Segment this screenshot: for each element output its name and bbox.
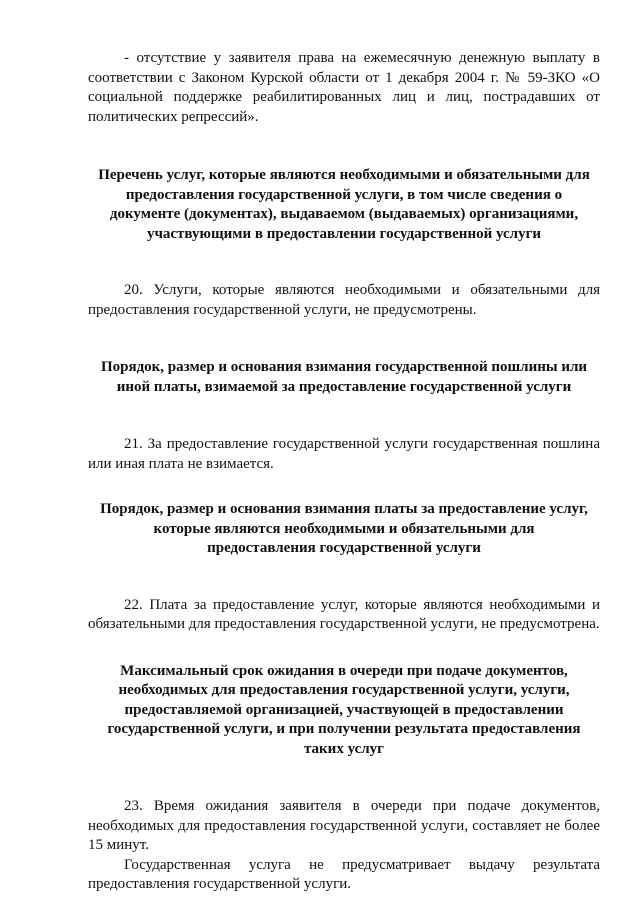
heading-queue-time: Максимальный срок ожидания в очереди при подаче документов, необходимых для предоставления государственной услуги, услуги, предоставляемой организацией, участвующей в предоставлении государственной услуги, и при получении результата предоставления таких услуг: [107, 662, 581, 757]
paragraph-22: 22. Плата за предоставление услуг, которые являются необходимыми и обязательными для предоставления государственной услуги, не предусмотрена.: [88, 596, 600, 632]
heading-state-fee: Порядок, размер и основания взимания государственной пошлины или иной платы, взимаемой за предоставление государственной услуги: [100, 359, 588, 395]
heading-fee-services: Порядок, размер и основания взимания платы за предоставление услуг, которые являются необходимыми и обязательными для предоставления государственной услуги: [100, 501, 588, 556]
heading-services-list: Перечень услуг, которые являются необходимыми и обязательными для предоставления государственной услуги, в том числе сведения о документе (документах), выдаваемом (выдаваемых) организациями, участвующими в предоставлении государственной услуги: [98, 167, 590, 242]
paragraph-23: 23. Время ожидания заявителя в очереди при подаче документов, необходимых для предоставления государственной услуги, составляет не более 15 минут.: [88, 798, 600, 853]
paragraph-intro: - отсутствие у заявителя права на ежемесячную денежную выплату в соответствии с Законом Курской области от 1 декабря 2004 г. № 59-ЗКО «О социальной поддержке реабилитированных лиц и лиц, пострадавших от политических репрессий».: [88, 50, 600, 125]
document-page: [88, 49, 600, 895]
paragraph-20: 20. Услуги, которые являются необходимыми и обязательными для предоставления государственной услуги, не предусмотрены.: [88, 282, 600, 318]
paragraph-23-continued: Государственная услуга не предусматривает выдачу результата предоставления государственной услуги.: [88, 856, 600, 892]
paragraph-21: 21. За предоставление государственной услуги государственная пошлина или иная плата не взимается.: [88, 436, 600, 472]
